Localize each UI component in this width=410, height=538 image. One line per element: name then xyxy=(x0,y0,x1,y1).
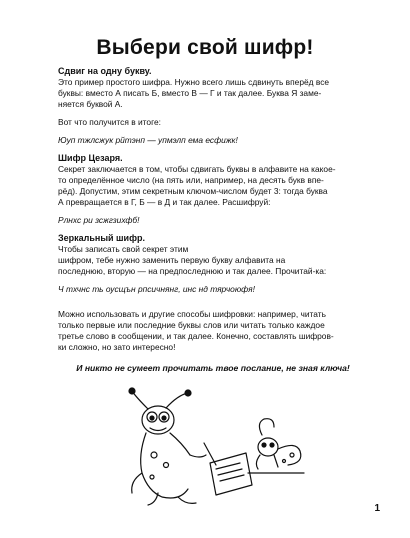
page-title: Выбери свой шифр! xyxy=(96,36,314,59)
text-line: последнюю, вторую — на предпоследнюю и так далее. Прочитай-ка: xyxy=(58,266,327,276)
text-line: ки сложно, но зато интересно! xyxy=(58,342,176,352)
text-line: шифром, тебе нужно заменить первую букву алфавита на xyxy=(58,255,286,265)
text-line: только первые или последние буквы слов или читать только каждое xyxy=(58,320,325,330)
cartoon-creatures-illustration xyxy=(128,385,308,507)
text-line: няется буквой А. xyxy=(58,99,123,109)
cipher-example-mirror: Ч тхчнс ть оусщън рпсичнянг, инс нд тярчоюфя! xyxy=(58,284,255,294)
text-line: А превращается в Г, Б — в Д и так далее. Расшифруй: xyxy=(58,197,271,207)
cipher-example-caesar: Рлнхс ри зсжгзихфб! xyxy=(58,215,140,225)
cipher-example-shift: Юуп тжлсжук рйтэнп — упмэлп ема есфижк! xyxy=(58,135,238,145)
closing-line: И никто не сумеет прочитать твое послание, не зная ключа! xyxy=(76,363,350,373)
text-line: буквы: вместо А писать Б, вместо В — Г и так далее. Буква Я заме- xyxy=(58,88,322,98)
text-line: рёд). Допустим, этим секретным ключом-числом будет 3: тогда буква xyxy=(58,186,328,196)
result-intro: Вот что получится в итоге: xyxy=(58,117,161,127)
text-line: третье слово в сообщении, и так далее. Конечно, составлять шифров- xyxy=(58,331,334,341)
text-line: Это пример простого шифра. Нужно всего лишь сдвинуть вперёд все xyxy=(58,77,330,87)
text-line: Секрет заключается в том, чтобы сдвигать буквы в алфавите на какое- xyxy=(58,164,336,174)
text-line: Можно использовать и другие способы шифровки: например, читать xyxy=(58,309,326,319)
text-line: то определённое число (на пять или, например, на десять букв впе- xyxy=(58,175,324,185)
main-text xyxy=(58,66,368,374)
section-heading-caesar: Шифр Цезаря. xyxy=(58,153,123,163)
text-line: Чтобы записать свой секрет этим xyxy=(58,244,189,254)
section-heading-shift: Сдвиг на одну букву. xyxy=(58,66,152,76)
page-number: 1 xyxy=(374,503,380,514)
section-heading-mirror: Зеркальный шифр. xyxy=(58,233,145,243)
